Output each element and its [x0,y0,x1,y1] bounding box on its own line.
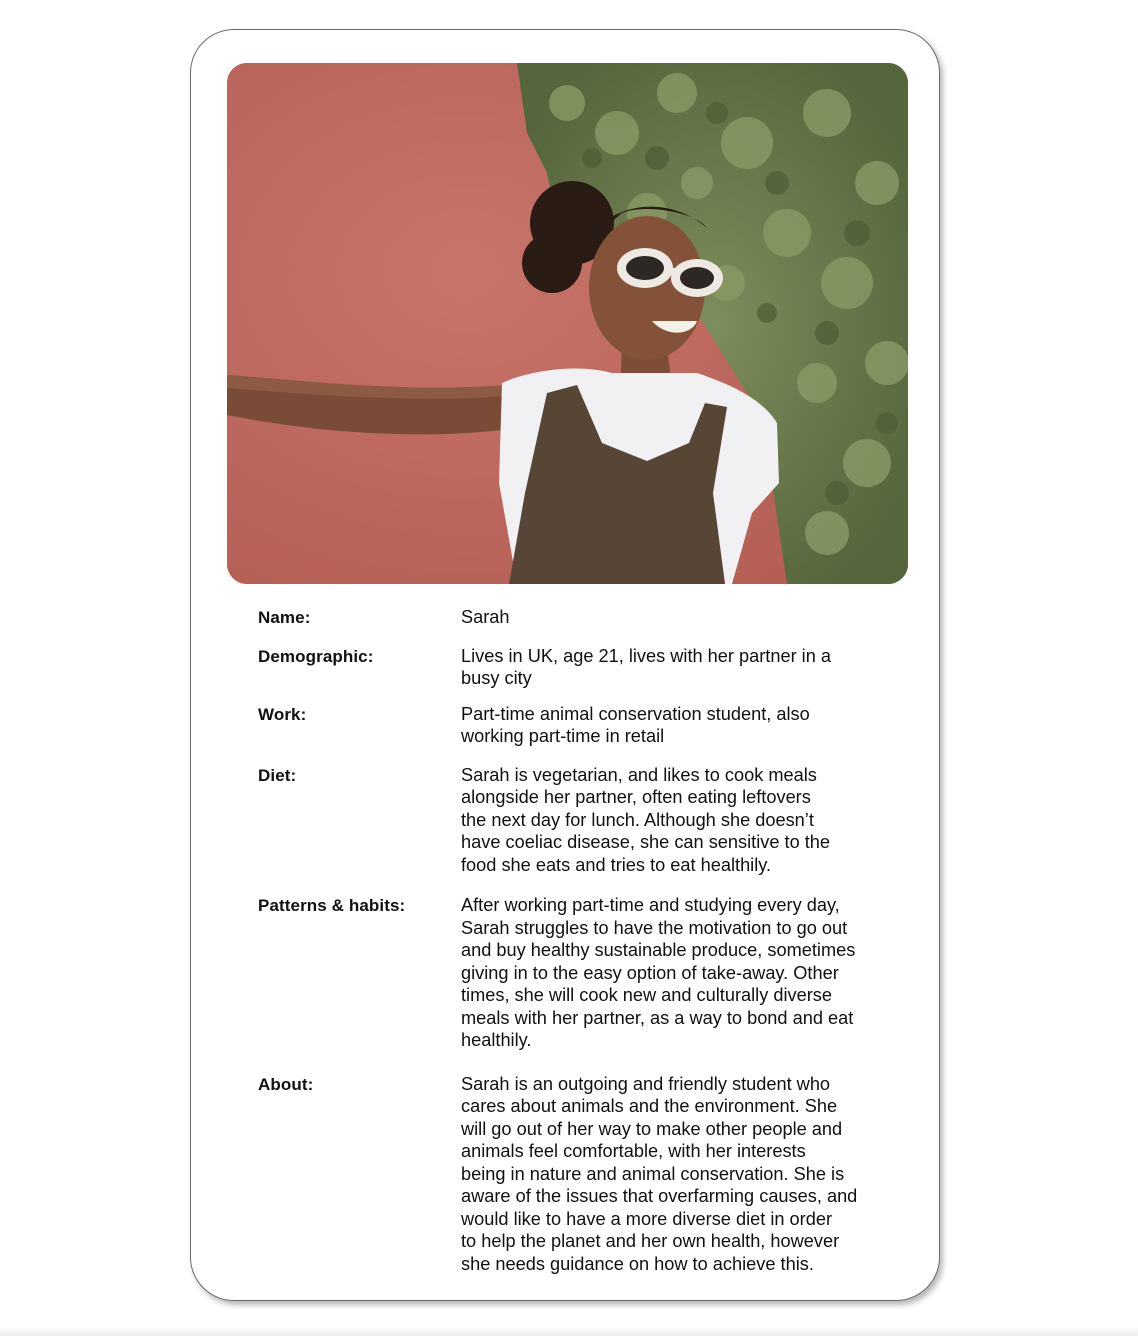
persona-photo [227,63,908,584]
field-value: Sarah is vegetarian, and likes to cook meals alongside her partner, often eating leftovers the next day for lunch. Although she doesn’t have coeliac disease, she can sensitive to the food she eats and tries to eat healthily. [461,764,831,875]
field-label: Work: [258,704,307,724]
field-name [258,606,888,630]
persona-card [190,29,940,1301]
field-label: Name: [258,608,311,627]
persona-details [258,606,888,1275]
page-bottom-strip [0,1326,1138,1336]
field-work [258,703,888,748]
field-value: After working part-time and studying every day, Sarah struggles to have the motivation to go out and buy healthy sustainable produce, sometimes giving in to the easy option of take-away. Other times, she will cook new and culturally diverse meals with her partner, as a way to bond and eat healthily. [461,895,856,1050]
field-label: Demographic: [258,646,374,666]
field-value: Sarah [461,607,510,627]
field-label: Patterns & habits: [258,896,406,915]
field-about [258,1073,888,1276]
field-value: Part-time animal conservation student, also working part-time in retail [461,703,810,746]
field-label: About: [258,1074,314,1094]
field-patterns-habits [258,894,888,1052]
field-value: Lives in UK, age 21, lives with her partner in a busy city [461,645,832,688]
field-value: Sarah is an outgoing and friendly student who cares about animals and the environment. She will go out of her way to make other people and animals feel comfortable, with her interests being in nature and animal conservation. She is aware of the issues that overfarming causes, and would like to have a more diverse diet in order to help the planet and her own health, however she needs guidance on how to achieve this. [461,1073,858,1274]
persona-photo-icon [227,63,908,584]
field-diet [258,764,888,877]
field-label: Diet: [258,765,297,785]
field-demographic [258,645,888,690]
